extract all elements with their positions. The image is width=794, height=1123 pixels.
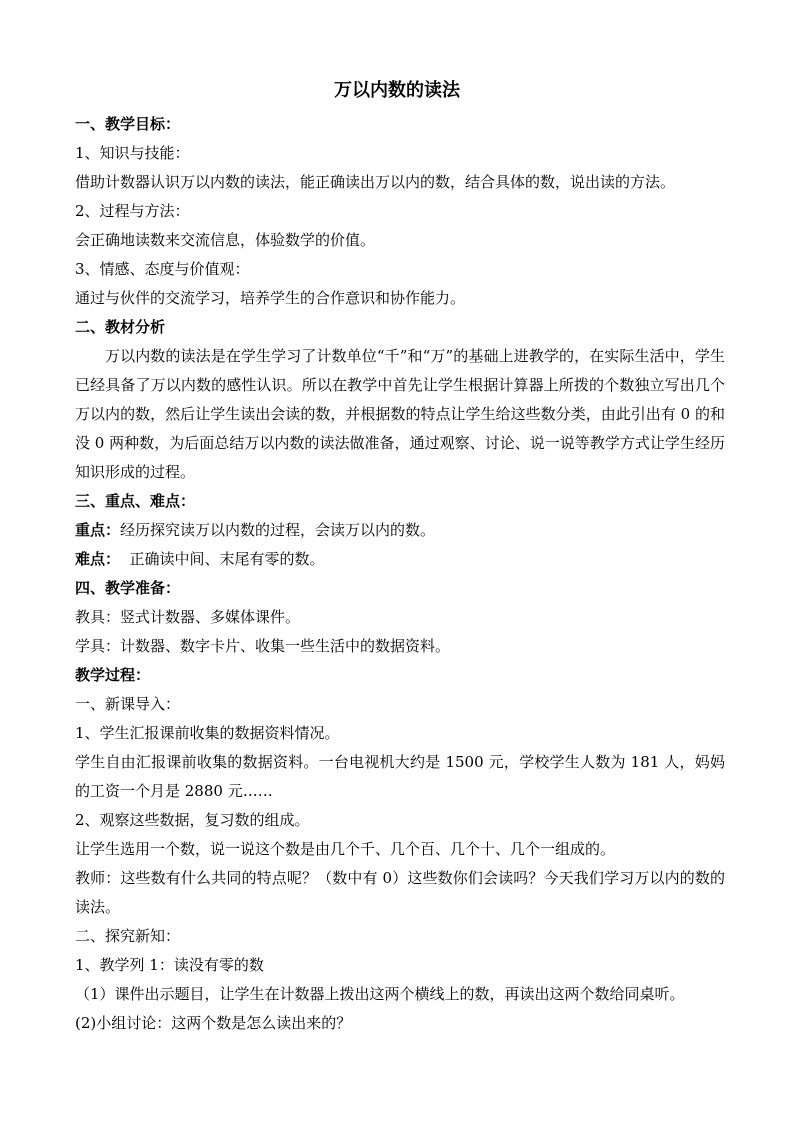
process-part-1-heading: 一、新课导入： <box>75 695 181 713</box>
objective-1-text: 借助计数器认识万以内数的读法，能正确读出万以内的数，结合具体的数，说出读的方法。 <box>75 173 676 191</box>
difficulty-label: 难点： <box>75 550 121 568</box>
teacher-tools: 教具：竖式计数器、多媒体课件。 <box>75 608 301 626</box>
process-part-1-item-2-detail: 让学生选用一个数，说一说这个数是由几个千、几个百、几个十、几个一组成的。 <box>75 840 616 858</box>
section-heading-process: 教学过程： <box>75 666 151 684</box>
section-heading-objectives: 一、教学目标： <box>75 115 181 133</box>
objective-1-label: 1、知识与技能： <box>75 144 190 162</box>
section-heading-analysis: 二、教材分析 <box>75 318 166 336</box>
process-part-1-item-1: 1、学生汇报课前收集的数据资料情况。 <box>75 724 340 742</box>
key-point-text: 经历探究读万以内数的过程，会读万以内的数。 <box>120 521 436 539</box>
student-tools: 学具：计数器、数字卡片、收集一些生活中的数据资料。 <box>75 637 451 655</box>
key-point-label: 重点： <box>75 521 121 539</box>
key-point-line <box>75 516 725 545</box>
difficulty-line <box>75 545 725 574</box>
objective-2-label: 2、过程与方法： <box>75 202 190 220</box>
process-part-2-step-2: (2)小组讨论：这两个数是怎么读出来的？ <box>75 1014 352 1032</box>
section-heading-preparation: 四、教学准备： <box>75 579 181 597</box>
process-part-1-item-2: 2、观察这些数据，复习数的组成。 <box>75 811 310 829</box>
process-part-2-heading: 二、探究新知： <box>75 927 181 945</box>
objective-3-text: 通过与伙伴的交流学习，培养学生的合作意识和协作能力。 <box>75 289 466 307</box>
process-part-2-step-1: （1）课件出示题目，让学生在计数器上拨出这两个横线上的数，再读出这两个数给同桌听。 <box>75 985 685 1003</box>
document-body <box>75 110 725 1038</box>
page-title: 万以内数的读法 <box>334 80 460 101</box>
objective-2-text: 会正确地读数来交流信息，体验数学的价值。 <box>75 231 376 249</box>
section-heading-key-points: 三、重点、难点： <box>75 492 196 510</box>
objective-3-label: 3、情感、态度与价值观： <box>75 260 250 278</box>
process-part-1-teacher: 教师：这些数有什么共同的特点呢？（数中有 0）这些数你们会读吗？今天我们学习万以内的数的读法。 <box>75 869 725 916</box>
analysis-paragraph: 万以内数的读法是在学生学习了计数单位“千”和“万”的基础上进教学的，在实际生活中，学生已经具备了万以内数的感性认识。所以在教学中首先让学生根据计算器上所拨的个数独立写出几个万以内的数，然后让学生读出会读的数，并根据数的特点让学生给这些数分类，由此引出有 0 的和没 0 两种数，为后面总结万以内数的读法做准备，通过观察、讨论、说一说等教学方式让学生经历知识形成的过程。 <box>75 347 725 481</box>
process-part-1-item-1-detail: 学生自由汇报课前收集的数据资料。一台电视机大约是 1500 元，学校学生人数为 181 人，妈妈的工资一个月是 2880 元…… <box>75 753 725 800</box>
difficulty-text: 正确读中间、末尾有零的数。 <box>120 550 325 568</box>
process-part-2-item-1: 1、教学列 1：读没有零的数 <box>75 956 264 974</box>
